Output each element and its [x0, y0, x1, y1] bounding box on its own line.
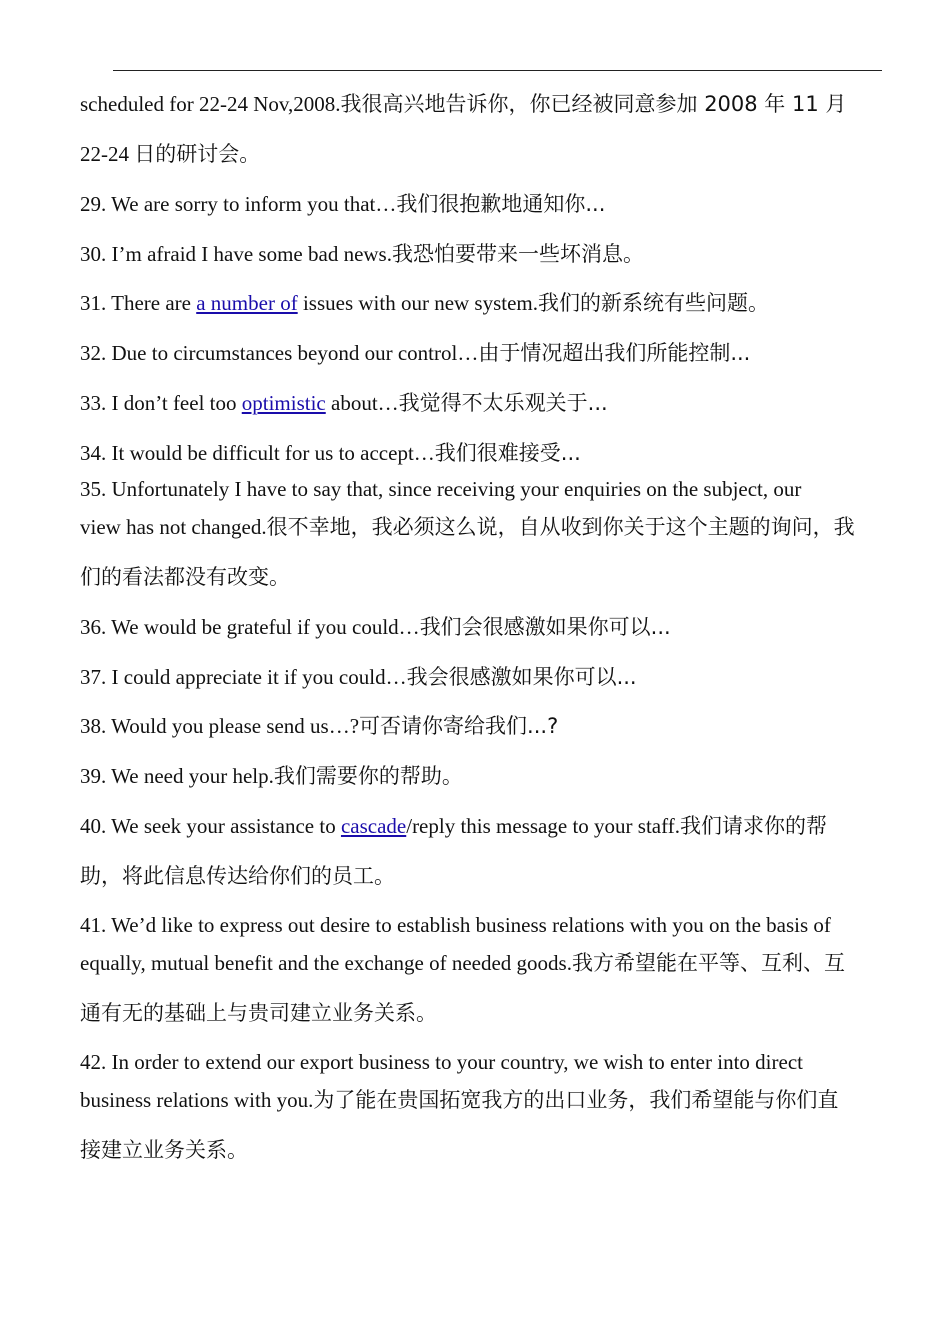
- text-zh: 我们很难接受...: [434, 441, 581, 465]
- text-zh: 们的看法都没有改变。: [80, 565, 290, 589]
- paragraph-35-line-2: [80, 513, 855, 541]
- text-zh: 我觉得不太乐观关于...: [398, 391, 608, 415]
- text-zh: 可否请你寄给我们...?: [359, 714, 559, 738]
- text-en: 38. Would you please send us…?: [80, 714, 360, 738]
- text-en: equally, mutual benefit and the exchange of needed goods.: [80, 951, 572, 975]
- text-en: 33. I don’t feel too: [80, 391, 242, 415]
- text-zh: 接建立业务关系。: [80, 1138, 248, 1162]
- text-en: 35. Unfortunately I have to say that, since receiving your enquiries on the subject, our: [80, 477, 802, 501]
- paragraph-41-line-2: [80, 949, 845, 977]
- text-en: 31. There are: [80, 291, 197, 315]
- text-en: 32. Due to circumstances beyond our control…: [80, 341, 479, 365]
- text-en: 34. It would be difficult for us to accept…: [80, 441, 435, 465]
- link-optimistic[interactable]: optimistic: [241, 391, 326, 415]
- text-zh: 日的研讨会。: [134, 142, 261, 166]
- paragraph-37: [80, 663, 637, 691]
- text-zh: 由于情况超出我们所能控制...: [478, 341, 751, 365]
- text-en: 39. We need your help.: [80, 764, 274, 788]
- text-en: 42. In order to extend our export business to your country, we wish to enter into direct: [80, 1050, 803, 1074]
- text-zh: 我们很抱歉地通知你...: [396, 192, 606, 216]
- paragraph-41-line-1: [80, 911, 831, 939]
- paragraph-33: [80, 389, 608, 417]
- text-en: 30. I’m afraid I have some bad news.: [80, 242, 392, 266]
- paragraph-38: [80, 712, 558, 740]
- paragraph-30: [80, 240, 644, 268]
- text-zh: 我会很感激如果你可以...: [406, 665, 637, 689]
- link-cascade[interactable]: cascade: [340, 814, 407, 838]
- paragraph-31: [80, 289, 769, 317]
- text-zh: 我们会很感激如果你可以...: [419, 615, 671, 639]
- text-zh: 我方希望能在平等、互利、互: [571, 951, 845, 975]
- paragraph-42-line-2: [80, 1086, 838, 1114]
- text-zh: 通有无的基础上与贵司建立业务关系。: [80, 1001, 437, 1025]
- paragraph-34: [80, 439, 581, 467]
- link-a-number-of[interactable]: a number of: [196, 291, 298, 315]
- paragraph-28-line-1: [80, 90, 846, 118]
- text-en: 29. We are sorry to inform you that…: [80, 192, 397, 216]
- text-en: /reply this message to your staff.: [406, 814, 680, 838]
- text-en: view has not changed.: [80, 515, 267, 539]
- text-en: 37. I could appreciate it if you could…: [80, 665, 407, 689]
- paragraph-36: [80, 613, 671, 641]
- text-zh: 为了能在贵国拓宽我方的出口业务，我们希望能与你们直: [313, 1088, 839, 1112]
- text-en: 36. We would be grateful if you could…: [80, 615, 420, 639]
- text-en: 40. We seek your assistance to: [80, 814, 341, 838]
- paragraph-32: [80, 339, 750, 367]
- header-rule: [113, 70, 882, 71]
- text-zh: 助，将此信息传达给你们的员工。: [80, 864, 395, 888]
- text-zh: 我们的新系统有些问题。: [538, 291, 770, 315]
- text-zh: 我很高兴地告诉你，你已经被同意参加 2008 年 11 月: [340, 92, 847, 116]
- paragraph-35-line-1: [80, 475, 801, 503]
- text-en: about…: [325, 391, 399, 415]
- paragraph-40-line-1: [80, 812, 827, 840]
- paragraph-39: [80, 762, 463, 790]
- text-zh: 我恐怕要带来一些坏消息。: [391, 242, 644, 266]
- text-zh: 很不幸地，我必须这么说，自从收到你关于这个主题的询问，我: [266, 515, 855, 539]
- paragraph-40-line-2: [80, 862, 395, 890]
- text-zh: 我们需要你的帮助。: [273, 764, 463, 788]
- text-en: 22-24: [80, 142, 135, 166]
- paragraph-42-line-1: [80, 1048, 803, 1076]
- text-en: issues with our new system.: [297, 291, 539, 315]
- paragraph-41-line-3: [80, 999, 437, 1027]
- paragraph-42-line-3: [80, 1136, 248, 1164]
- text-en: scheduled for 22-24 Nov,2008.: [80, 92, 341, 116]
- paragraph-28-line-2: [80, 140, 260, 168]
- text-en: business relations with you.: [80, 1088, 314, 1112]
- text-zh: 我们请求你的帮: [679, 814, 827, 838]
- paragraph-35-line-3: [80, 563, 290, 591]
- paragraph-29: [80, 190, 605, 218]
- text-en: 41. We’d like to express out desire to establish business relations with you on the basis of: [80, 913, 831, 937]
